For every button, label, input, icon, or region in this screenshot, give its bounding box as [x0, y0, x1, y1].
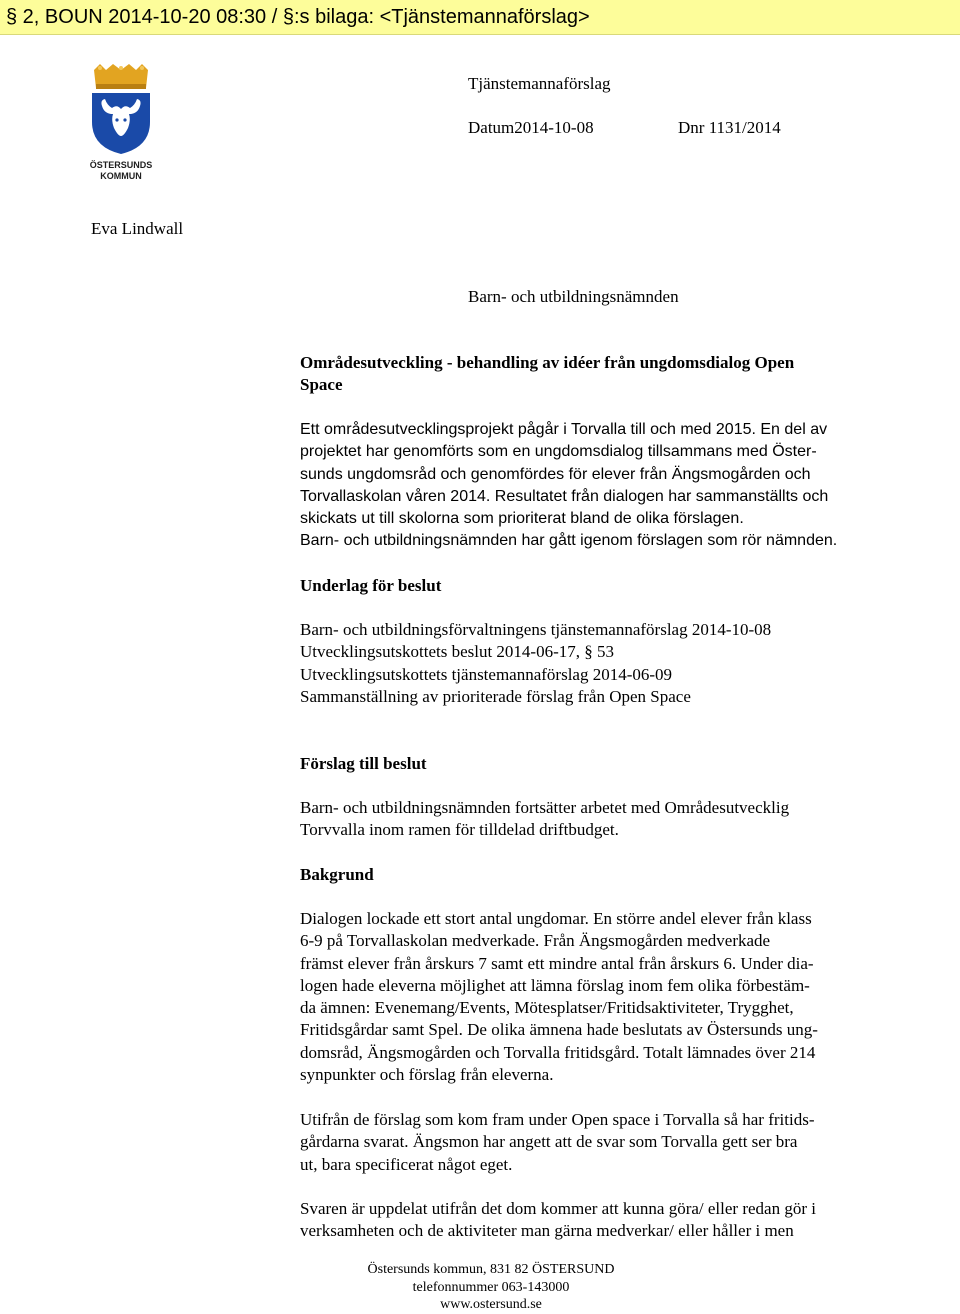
paragraph-line: Barn- och utbildningsnämnden fortsätter arbetet med Områdesutvecklig — [300, 798, 790, 817]
paragraph-line: sunds ungdomsråd och genomfördes för elever från Ängsmogården och — [300, 465, 811, 483]
paragraph-line: domsråd, Ängsmogården och Torvalla fritidsgård. Totalt lämnades över 214 — [300, 1042, 816, 1062]
underlag-item: Barn- och utbildningsförvaltningens tjänstemannaförslag 2014-10-08 — [300, 620, 772, 639]
underlag-item: Utvecklingsutskottets tjänstemannaförslag 2014-06-09 — [300, 664, 673, 684]
paragraph-line: Torvvalla inom ramen för tilldelad driftbudget. — [300, 820, 619, 840]
logo-text-line2: KOMMUN — [100, 171, 142, 181]
document-dnr: Dnr 1131/2014 — [678, 118, 781, 137]
underlag-item: Sammanställning av prioriterade förslag från Open Space — [300, 686, 691, 706]
paragraph-line: främst elever från årskurs 7 samt ett mindre antal från årskurs 6. Under dia- — [300, 953, 814, 973]
paragraph-line: Fritidsgårdar samt Spel. De olika ämnena hade beslutats av Östersunds ung- — [300, 1020, 818, 1040]
paragraph-line: synpunkter och förslag från eleverna. — [300, 1065, 554, 1085]
recipient: Barn- och utbildningsnämnden — [468, 287, 679, 306]
paragraph-line: Dialogen lockade ett stort antal ungdomar. En större andel elever från klass — [300, 909, 812, 928]
bakgrund-paragraph-2 — [300, 1109, 900, 1176]
intro-paragraph — [300, 419, 900, 553]
bakgrund-heading: Bakgrund — [300, 865, 374, 884]
forslag-heading: Förslag till beslut — [300, 754, 427, 773]
bakgrund-paragraph-1 — [300, 908, 900, 1086]
underlag-heading: Underlag för beslut — [300, 576, 442, 595]
author-name: Eva Lindwall — [91, 219, 184, 238]
coat-of-arms-icon — [88, 64, 154, 156]
document-type: Tjänstemannaförslag — [468, 74, 611, 93]
paragraph-line: da ämnen: Evenemang/Events, Mötesplatser/Fritidsaktiviteter, Trygghet, — [300, 998, 794, 1018]
footer-address: Östersunds kommun, 831 82 ÖSTERSUND — [367, 1262, 615, 1277]
header-bar — [0, 0, 960, 35]
paragraph-line: 6-9 på Torvallaskolan medverkade. Från Ängsmogården medverkade — [300, 931, 771, 951]
forslag-paragraph — [300, 797, 900, 842]
paragraph-line: Ett områdesutvecklingsprojekt pågår i Torvalla till och med 2015. En del av — [300, 421, 828, 438]
paragraph-line: verksamheten och de aktiviteter man gärna medverkar/ eller håller i men — [300, 1221, 794, 1241]
paragraph-line: Torvallaskolan våren 2014. Resultatet från dialogen har sammanställts och — [300, 487, 829, 505]
paragraph-line: logen hade eleverna möjlighet att lämna förslag inom fem olika förbestäm- — [300, 975, 810, 995]
paragraph-line: gårdarna svarat. Ängsmon har angett att de svar som Torvalla gett ser bra — [300, 1132, 798, 1152]
municipality-logo — [88, 64, 154, 182]
logo-text-line1: ÖSTERSUNDS — [89, 160, 153, 170]
paragraph-line: Utifrån de förslag som kom fram under Open space i Torvalla så har fritids- — [300, 1110, 815, 1129]
title-line: Områdesutveckling - behandling av idéer från ungdomsdialog Open — [300, 353, 795, 372]
paragraph-line: Svaren är uppdelat utifrån det dom kommer att kunna göra/ eller redan gör i — [300, 1199, 816, 1218]
underlag-list — [300, 619, 900, 708]
paragraph-line: ut, bara specificerat något eget. — [300, 1154, 513, 1174]
document-date: Datum2014-10-08 — [468, 118, 594, 137]
paragraph-line: skickats ut till skolorna som prioriterat bland de olika förslagen. — [300, 510, 744, 528]
bakgrund-paragraph-3 — [300, 1198, 900, 1243]
footer-website: www.ostersund.se — [440, 1297, 542, 1312]
page-footer — [300, 1261, 682, 1314]
header-bar-text: § 2, BOUN 2014-10-20 08:30 / §:s bilaga: <Tjänstemannaförslag> — [6, 6, 590, 28]
title-line: Space — [300, 375, 343, 394]
underlag-item: Utvecklingsutskottets beslut 2014-06-17, § 53 — [300, 642, 615, 662]
document-title — [300, 352, 900, 396]
paragraph-line: projektet har genomförts som en ungdomsdialog tillsammans med Öster- — [300, 443, 817, 461]
footer-phone: telefonnummer 063-143000 — [412, 1279, 570, 1295]
paragraph-line: Barn- och utbildningsnämnden har gått igenom förslagen som rör nämnden. — [300, 532, 838, 550]
